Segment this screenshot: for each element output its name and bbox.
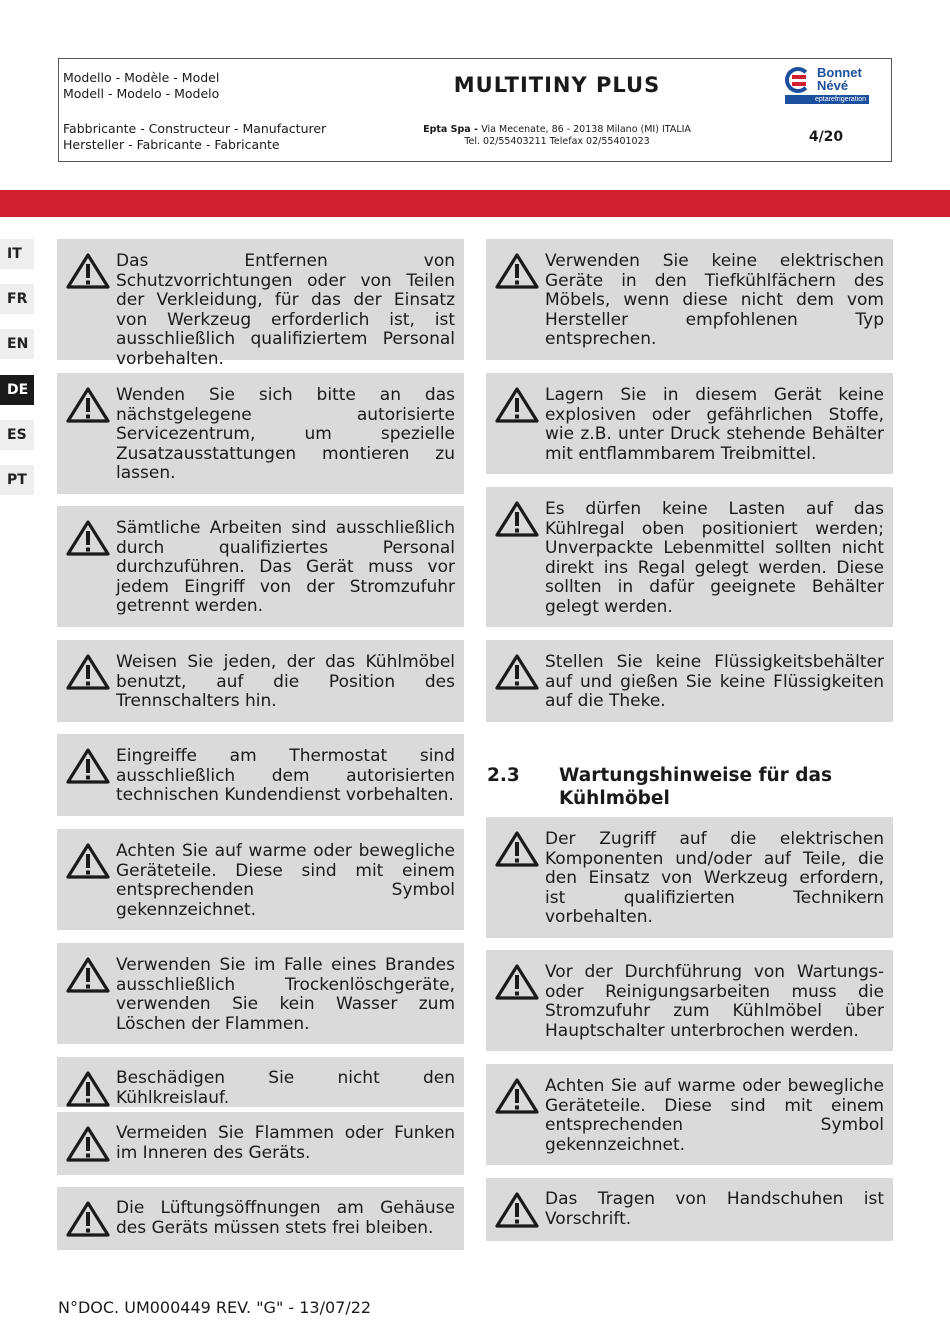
warning-box [57, 1112, 464, 1175]
bonnet-neve-logo [785, 67, 871, 105]
warning-text: Das Entfernen von Schutzvorrichtungen oder von Teilen der Verkleidung, für das der Einsatz von Werkzeug erforderlich ist, ist ausschließlich qualifiziertem Personal vorbehalten. [116, 251, 455, 369]
brand-logo-cell [761, 59, 891, 112]
warning-triangle-icon [495, 1077, 539, 1115]
page-number: 4/20 [808, 129, 844, 145]
warning-text: Vor der Durchführung von Wartungs- oder Reinigungsarbeiten muss die Stromzufuhr zum Kühlmöbel über Hauptschalter unterbrochen werden. [545, 962, 884, 1041]
model-label-line-1: Modello - Modèle - Model [63, 70, 220, 85]
company-name: Epta Spa - [423, 124, 482, 135]
warning-box [57, 1057, 464, 1107]
manufacturer-address [353, 112, 761, 162]
language-tab-it[interactable]: IT [0, 239, 34, 269]
warning-triangle-icon [66, 252, 110, 290]
warning-text: Eingreiffe am Thermostat sind ausschließlich dem autorisierten technischen Kundendienst vorbehalten. [116, 746, 455, 805]
company-address: Via Mecenate, 86 - 20138 Milano (MI) ITALIA [481, 124, 691, 135]
warning-box [57, 829, 464, 930]
warning-triangle-icon [66, 519, 110, 557]
language-tab-fr[interactable]: FR [0, 284, 34, 314]
warning-box [57, 239, 464, 369]
warning-text: Achten Sie auf warme oder bewegliche Geräteteile. Diese sind mit einem entsprechenden Symbol gekennzeichnet. [545, 1076, 884, 1155]
warning-text: Die Lüftungsöffnungen am Gehäuse des Geräts müssen stets frei bleiben. [116, 1198, 455, 1238]
warning-triangle-icon [495, 252, 539, 290]
warning-box [486, 1064, 893, 1165]
language-tab-de[interactable]: DE [0, 375, 34, 405]
warning-box [486, 487, 893, 627]
warning-triangle-icon [66, 956, 110, 994]
warning-triangle-icon [495, 500, 539, 538]
warning-text: Weisen Sie jeden, der das Kühlmöbel benutzt, auf die Position des Trennschalters hin. [116, 652, 455, 711]
manufacturer-label-line-2: Hersteller - Fabricante - Fabricante [63, 137, 280, 152]
warning-triangle-icon [495, 963, 539, 1001]
warning-text: Der Zugriff auf die elektrischen Komponenten und/oder auf Teile, die den Einsatz von Werkzeug erfordern, ist qualifizierten Technikern vorbehalten. [545, 829, 884, 927]
warning-box [57, 943, 464, 1044]
warning-triangle-icon [66, 653, 110, 691]
warning-text: Es dürfen keine Lasten auf das Kühlregal oben positioniert werden; Unverpackte Lebenmittel sollten nicht direkt ins Regal gelegt werden. Diese sollten in dafür geeignete Behälter gelegt werden. [545, 499, 884, 617]
warning-text: Wenden Sie sich bitte an das nächstgelegene autorisierte Servicezentrum, um spezielle Zusatzausstattungen montieren zu lassen. [116, 385, 455, 483]
logo-euro-icon [785, 67, 811, 93]
warning-text: Achten Sie auf warme oder bewegliche Geräteteile. Diese sind mit einem entsprechenden Symbol gekennzeichnet. [116, 841, 455, 920]
language-tab-en[interactable]: EN [0, 329, 34, 359]
logo-brand-text: Bonnet Névé [817, 65, 862, 93]
warning-text: Das Tragen von Handschuhen ist Vorschrift. [545, 1189, 884, 1229]
language-tab-pt[interactable]: PT [0, 465, 34, 495]
logo-subtitle: eptarefrigeration [785, 95, 869, 104]
warning-triangle-icon [66, 1070, 110, 1108]
warning-triangle-icon [495, 653, 539, 691]
warning-triangle-icon [495, 386, 539, 424]
warning-text: Sämtliche Arbeiten sind ausschließlich durch qualifiziertes Personal durchzuführen. Das Gerät muss vor jedem Eingriff von der Stromzufuhr getrennt werden. [116, 518, 455, 616]
warning-triangle-icon [495, 1191, 539, 1229]
warning-box [486, 239, 893, 360]
manufacturer-label-line-1: Fabbricante - Constructeur - Manufacturer [63, 121, 327, 136]
warning-text: Lagern Sie in diesem Gerät keine explosiven oder gefährlichen Stoffe, wie z.B. unter Druck stehende Behälter mit entflammbarem Treibmittel. [545, 385, 884, 464]
red-divider-band [0, 190, 950, 217]
warning-box [57, 734, 464, 816]
warning-triangle-icon [495, 830, 539, 868]
warning-box [57, 1187, 464, 1250]
warning-box [486, 1178, 893, 1241]
warning-triangle-icon [66, 1125, 110, 1163]
warning-text: Beschädigen Sie nicht den Kühlkreislauf. [116, 1068, 455, 1108]
model-label [59, 59, 353, 112]
warning-box [486, 817, 893, 938]
warning-box [57, 506, 464, 627]
warning-text: Stellen Sie keine Flüssigkeitsbehälter auf und gießen Sie keine Flüssigkeiten auf die Theke. [545, 652, 884, 711]
document-title: MULTITINY PLUS [453, 73, 661, 97]
document-header [58, 58, 892, 162]
language-tab-es[interactable]: ES [0, 420, 34, 450]
document-footer: N°DOC. UM000449 REV. "G" - 13/07/22 [58, 1298, 372, 1317]
warning-text: Verwenden Sie im Falle eines Brandes ausschließlich Trockenlöschgeräte, verwenden Sie kein Wasser zum Löschen der Flammen. [116, 955, 455, 1034]
warning-box [486, 950, 893, 1051]
warning-box [57, 640, 464, 722]
manufacturer-label [59, 112, 353, 162]
warning-box [486, 373, 893, 474]
warning-box [486, 640, 893, 722]
warning-text: Verwenden Sie keine elektrischen Geräte in den Tiefkühlfächern des Möbels, wenn diese nicht dem vom Hersteller empfohlenen Typ entsprechen. [545, 251, 884, 349]
warning-triangle-icon [66, 842, 110, 880]
warning-box [57, 373, 464, 494]
section-title: Wartungshinweise für das Kühlmöbel [559, 765, 832, 809]
model-label-line-2: Modell - Modelo - Modelo [63, 86, 220, 101]
section-number: 2.3 [487, 765, 520, 786]
company-phone: Tel. 02/55403211 Telefax 02/55401023 [464, 136, 650, 147]
warning-triangle-icon [66, 747, 110, 785]
warning-text: Vermeiden Sie Flammen oder Funken im Inneren des Geräts. [116, 1123, 455, 1163]
warning-triangle-icon [66, 1200, 110, 1238]
warning-triangle-icon [66, 386, 110, 424]
